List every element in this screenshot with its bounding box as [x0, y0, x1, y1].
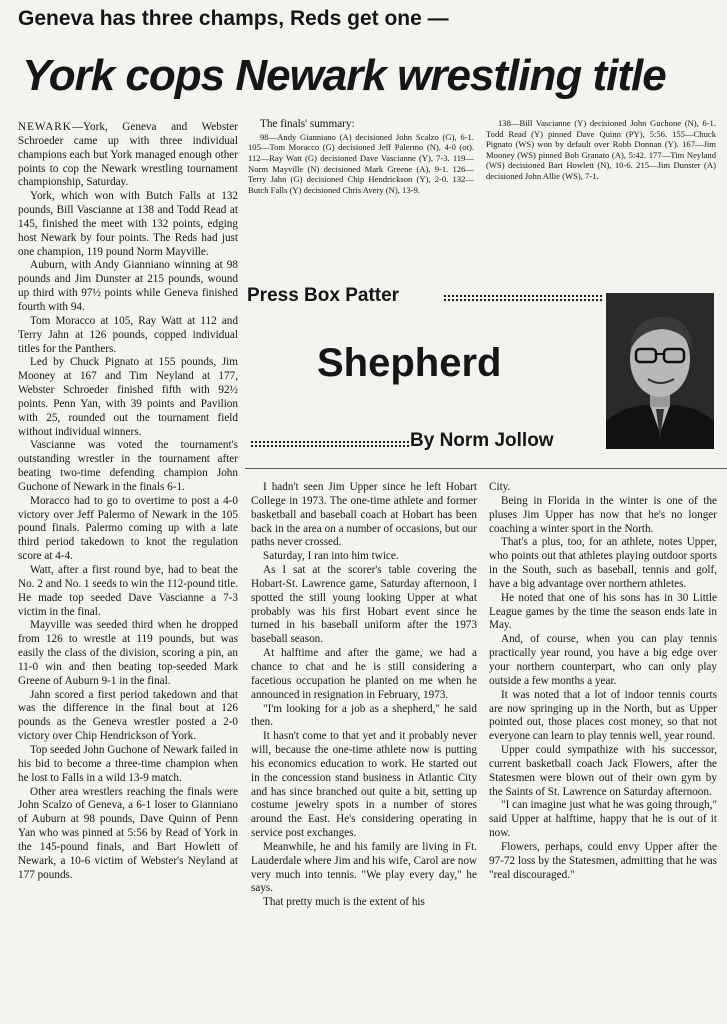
results-paragraph: 138—Bill Vascianne (Y) decisioned John Guchone (N), 6-1. Todd Read (Y) pinned Dave Quinn (PY), 5:56. 155—Chuck Pignato (WS) won by default over Robb Donnan (Y). 167—Jim Mooney (WS) pinned Bob Granato (A), 5:42. 177—Tim Neyland (WS) decisioned Bart Howlett (N), 10-6. 215—Jim Dunster (A) decisioned John Allie (WS), 7-1.	[486, 118, 716, 181]
column-paragraph: Saturday, I ran into him twice.	[263, 550, 399, 563]
column-section-title: Press Box Patter	[247, 285, 400, 306]
story-column-1	[18, 121, 238, 1024]
story-paragraph: NEWARK—York, Geneva and Webster Schroeder came up with three individual champions each but York managed enough other points to cop the Newark wrestling tournament championship, Saturday.	[18, 121, 238, 189]
dateline: NEWARK	[18, 121, 72, 133]
main-headline: York cops Newark wrestling title	[22, 51, 666, 100]
column-paragraph: Flowers, perhaps, could envy Upper after the 97-72 loss by the Statesmen, admitting that he was "real discouraged."	[489, 840, 717, 881]
column-paragraph: He noted that one of his sons has in 30 Little League games by the time the season ends late in May.	[489, 591, 717, 632]
column-paragraph: It was noted that a lot of indoor tennis courts are now springing up in the North, but as Upper pointed out, those places cost money, so that not everyone can learn to play tennis well, year round.	[489, 688, 717, 743]
story-paragraph: Moracco had to go to overtime to post a 4-0 victory over Jeff Palermo of Newark in the 105 pound finals. Palermo coming up with a late third period takedown to knot the regulation score at 4-4.	[18, 494, 238, 563]
story-paragraph: Other area wrestlers reaching the finals were John Scalzo of Geneva, a 6-1 loser to Gianniano of Auburn at 98 pounds, Dave Quinn of Penn Yan who was pinned at 5:56 by Read of York in the 145-pound finals, and Bart Howlett of Newark, a 10-6 victim of Webster's Neyland at 177 pounds.	[18, 785, 238, 881]
story-paragraph: Mayville was seeded third when he dropped from 126 to wrestle at 119 pounds, but was easily the class of the division, scoring a pin, an 11-0 win and then beating top-seeded Mark Greene of Auburn 9-1 in the final.	[18, 619, 238, 687]
column-paragraph: "I can imagine just what he was going through," said Upper at halftime, happy that he is out of it now.	[489, 799, 717, 840]
column-paragraph: As I sat at the scorer's table covering the Hobart-St. Lawrence game, Saturday afternoon, I spotted the still young looking Upper at what probably was his first Hobart event since he turned in his baseball uniform after the 1973 baseball season.	[251, 564, 477, 646]
story-paragraph: Tom Moracco at 105, Ray Watt at 112 and Terry Jahn at 126 pounds, copped individual titles for the Panthers.	[18, 314, 238, 355]
kicker-headline: Geneva has three champs, Reds get one —	[18, 7, 449, 30]
column-paragraph: Upper could sympathize with his successor, current basketball coach Jack Flowers, after the Statesmen were blown out of their own gym by the Saints of St. Lawrence on Saturday afternoon.	[489, 744, 717, 798]
story-paragraph: Top seeded John Guchone of Newark failed in his bid to become a three-time champion when he lost to Falls in a wild 13-9 match.	[18, 743, 238, 784]
column-body-1	[251, 481, 477, 1024]
columnist-photo	[606, 293, 714, 449]
results-paragraph: 98—Andy Gianniano (A) decisioned John Scalzo (G), 6-1. 105—Tom Moracco (G) decisioned Jeff Palermo (N), 4-0 (ot). 112—Ray Watt (G) decisioned Dave Vascianne (Y), 7-3. 119—Norm Mayville (N) decisioned Mark Greene (A), 9-1. 126—Terry Jahn (G) decisioned Chip Hendrickson (Y), 2-0. 132—Butch Falls (Y) decisioned Chris Avery (N), 13-9.	[248, 131, 474, 195]
column-paragraph: That's a plus, too, for an athlete, notes Upper, who points out that athletes playing outdoor sports in the South, such as baseball, tennis and golf, have a big advantage over northern athletes.	[489, 536, 717, 590]
column-paragraph: It hasn't come to that yet and it probably never will, because the one-time athlete now is putting his economics education to work. He started out in the concession stand business in Atlantic City and has since branched out quite a bit, setting up costume jewelry spots in a number of stores around the East. He's considering operating in service post exchanges.	[251, 730, 477, 840]
column-paragraph: "I'm looking for a job as a shepherd," he said then.	[251, 702, 477, 729]
story-column-2	[248, 118, 474, 238]
story-paragraph: Led by Chuck Pignato at 155 pounds, Jim Mooney at 167 and Tim Neyland at 177, Webster Schroeder finished fifth with 92½ points. Penn Yan, with 39 points and Pavilion with 25, rounded out the tournament field without individual winners.	[18, 356, 238, 438]
byline: By Norm Jollow	[410, 430, 554, 451]
column-paragraph: Meanwhile, he and his family are living in Ft. Lauderdale where Jim and his wife, Carol are now very much into tennis. "We play every day," he says.	[251, 840, 477, 895]
column-paragraph: And, of course, when you can play tennis practically year round, you have a big edge over your northern counterpart, who can only play outside a few months a year.	[489, 633, 717, 687]
portrait-image	[606, 293, 714, 449]
story-paragraph: Jahn scored a first period takedown and that was the difference in the final bout at 126 pounds as the Geneva wrestler posted a 2-0 victory over Chip Hendrickson of York.	[18, 688, 238, 743]
column-paragraph: At halftime and after the game, we had a chance to chat and he is still considering a facetious occupation he planted on me when he announced in resignation in February, 1973.	[251, 647, 477, 701]
story-paragraph: Auburn, with Andy Gianniano winning at 98 pounds and Jim Dunster at 215 pounds, wound up third with 97½ points while Geneva finished fourth with 94.	[18, 259, 238, 313]
column-divider	[245, 468, 727, 469]
column-paragraph: I hadn't seen Jim Upper since he left Hobart College in 1973. The one-time athlete and former basketball and baseball coach at Hobart has been back in the area on a number of occasions, but our paths never crossed.	[251, 481, 477, 549]
summary-label: The finals' summary:	[260, 118, 355, 130]
column-paragraph: City.	[489, 481, 511, 493]
column-body-2	[489, 481, 717, 1024]
story-column-3	[486, 118, 716, 238]
story-paragraph: Vascianne was voted the tournament's outstanding wrestler in the tournament after beating two-time defending champion John Guchone of Newark in the finals 6-1.	[18, 439, 238, 493]
dotted-rule	[443, 294, 603, 303]
column-title: Shepherd	[317, 341, 502, 385]
dotted-rule	[250, 440, 410, 449]
story-paragraph: York, which won with Butch Falls at 132 pounds, Bill Vascianne at 138 and Todd Read at 145, finished the meet with 132 points, edging host Newark by four points. The Reds had just one champion, 119 pound Norm Mayville.	[18, 190, 238, 258]
column-paragraph: That pretty much is the extent of his	[263, 896, 425, 909]
story-paragraph: Watt, after a first round bye, had to beat the No. 2 and No. 1 seeds to win the 112-pound title. He made top seeded Dave Vascianne a 7-3 victim in the final.	[18, 564, 238, 618]
column-paragraph: Being in Florida in the winter is one of the pluses Jim Upper has now that he's no longer coaching a winter sport in the North.	[489, 494, 717, 535]
